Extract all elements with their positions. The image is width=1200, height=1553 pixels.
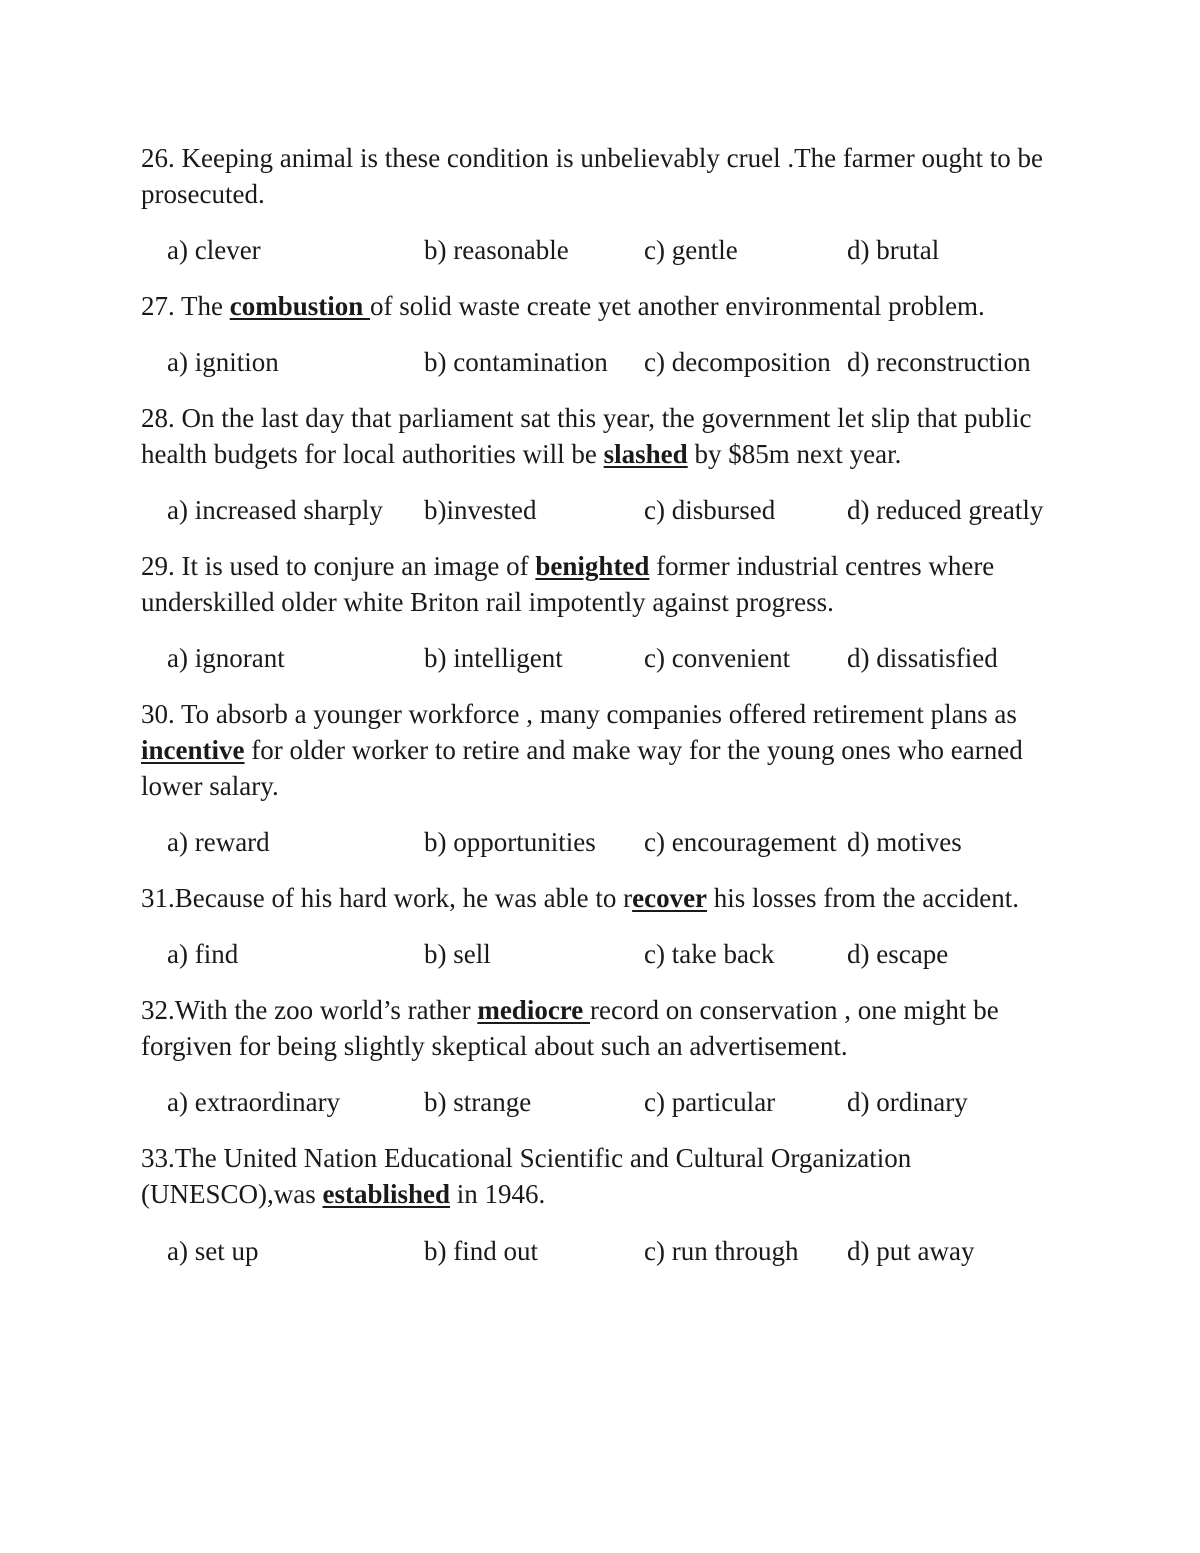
option-b[interactable]: b) sell: [424, 939, 491, 969]
question-line: [141, 696, 1071, 732]
option-a[interactable]: a) find: [167, 939, 239, 969]
option-d[interactable]: d) reduced greatly: [847, 495, 1044, 525]
option-d[interactable]: d) reconstruction: [847, 347, 1031, 377]
question-28: [141, 400, 1071, 472]
option-c[interactable]: c) run through: [644, 1236, 799, 1266]
question-text: 29. It is used to conjure an image of: [141, 551, 536, 581]
question-text: prosecuted.: [141, 179, 265, 209]
options-27: [0, 344, 1200, 380]
question-text: forgiven for being slightly skeptical about such an advertisement.: [141, 1031, 848, 1061]
question-text: for older worker to retire and make way for the young ones who earned: [244, 735, 1023, 765]
option-b[interactable]: b) reasonable: [424, 235, 569, 265]
question-line: [141, 584, 1071, 620]
question-text: 28. On the last day that parliament sat this year, the government let slip that public: [141, 403, 1032, 433]
question-line: [141, 992, 1071, 1028]
option-d[interactable]: d) dissatisfied: [847, 643, 998, 673]
keyword: benighted: [535, 551, 650, 581]
question-line: [141, 1176, 1071, 1212]
question-32: [141, 992, 1071, 1064]
option-d[interactable]: d) motives: [847, 827, 962, 857]
question-text: his losses from the accident.: [707, 883, 1019, 913]
question-text: (UNESCO),was: [141, 1179, 323, 1209]
question-text: of solid waste create yet another environmental problem.: [370, 291, 985, 321]
question-text: lower salary.: [141, 771, 279, 801]
option-b[interactable]: b)invested: [424, 495, 537, 525]
question-line: [141, 1028, 1071, 1064]
question-line: [141, 1140, 1071, 1176]
option-b[interactable]: b) contamination: [424, 347, 608, 377]
options-31: [0, 936, 1200, 972]
options-32: [0, 1084, 1200, 1120]
keyword: slashed: [603, 439, 688, 469]
question-text: record on conservation , one might be: [590, 995, 999, 1025]
option-a[interactable]: a) ignition: [167, 347, 279, 377]
option-a[interactable]: a) ignorant: [167, 643, 285, 673]
keyword: incentive: [141, 735, 245, 765]
question-text: in 1946.: [450, 1179, 546, 1209]
options-30: [0, 824, 1200, 860]
options-29: [0, 640, 1200, 676]
option-b[interactable]: b) strange: [424, 1087, 532, 1117]
option-b[interactable]: b) opportunities: [424, 827, 596, 857]
question-30: [141, 696, 1071, 804]
options-28: [0, 492, 1200, 528]
option-a[interactable]: a) reward: [167, 827, 270, 857]
question-line: [141, 400, 1071, 436]
question-text: by $85m next year.: [687, 439, 902, 469]
option-c[interactable]: c) particular: [644, 1087, 776, 1117]
option-c[interactable]: c) convenient: [644, 643, 791, 673]
question-text: 27. The: [141, 291, 230, 321]
keyword: established: [322, 1179, 451, 1209]
question-26: [141, 140, 1071, 212]
option-d[interactable]: d) put away: [847, 1236, 975, 1266]
option-c[interactable]: c) disbursed: [644, 495, 776, 525]
keyword: combustion: [229, 291, 371, 321]
question-text: 33.The United Nation Educational Scientific and Cultural Organization: [141, 1143, 912, 1173]
question-text: 32.With the zoo world’s rather: [141, 995, 478, 1025]
question-line: [141, 548, 1071, 584]
option-c[interactable]: c) gentle: [644, 235, 738, 265]
option-a[interactable]: a) extraordinary: [167, 1087, 341, 1117]
option-d[interactable]: d) escape: [847, 939, 949, 969]
question-text: 30. To absorb a younger workforce , many companies offered retirement plans as: [141, 699, 1017, 729]
question-line: [141, 732, 1071, 768]
question-line: [141, 436, 1071, 472]
option-b[interactable]: b) find out: [424, 1236, 538, 1266]
option-a[interactable]: a) increased sharply: [167, 495, 383, 525]
option-c[interactable]: c) take back: [644, 939, 775, 969]
option-d[interactable]: d) ordinary: [847, 1087, 968, 1117]
question-line: [141, 288, 1071, 324]
question-31: [141, 880, 1071, 916]
question-29: [141, 548, 1071, 620]
keyword: mediocre: [477, 995, 591, 1025]
question-line: [141, 768, 1071, 804]
option-c[interactable]: c) encouragement: [644, 827, 837, 857]
question-line: [141, 880, 1071, 916]
question-line: [141, 176, 1071, 212]
question-text: underskilled older white Briton rail impotently against progress.: [141, 587, 834, 617]
keyword: ecover: [632, 883, 708, 913]
option-a[interactable]: a) set up: [167, 1236, 259, 1266]
option-b[interactable]: b) intelligent: [424, 643, 563, 673]
question-27: [141, 288, 1071, 324]
question-text: former industrial centres where: [649, 551, 995, 581]
question-text: health budgets for local authorities will be: [141, 439, 604, 469]
question-text: 31.Because of his hard work, he was able to r: [141, 883, 633, 913]
options-26: [0, 232, 1200, 268]
question-33: [141, 1140, 1071, 1212]
option-a[interactable]: a) clever: [167, 235, 261, 265]
question-line: [141, 140, 1071, 176]
option-c[interactable]: c) decomposition: [644, 347, 831, 377]
question-text: 26. Keeping animal is these condition is unbelievably cruel .The farmer ought to be: [141, 143, 1043, 173]
option-d[interactable]: d) brutal: [847, 235, 940, 265]
options-33: [0, 1233, 1200, 1269]
